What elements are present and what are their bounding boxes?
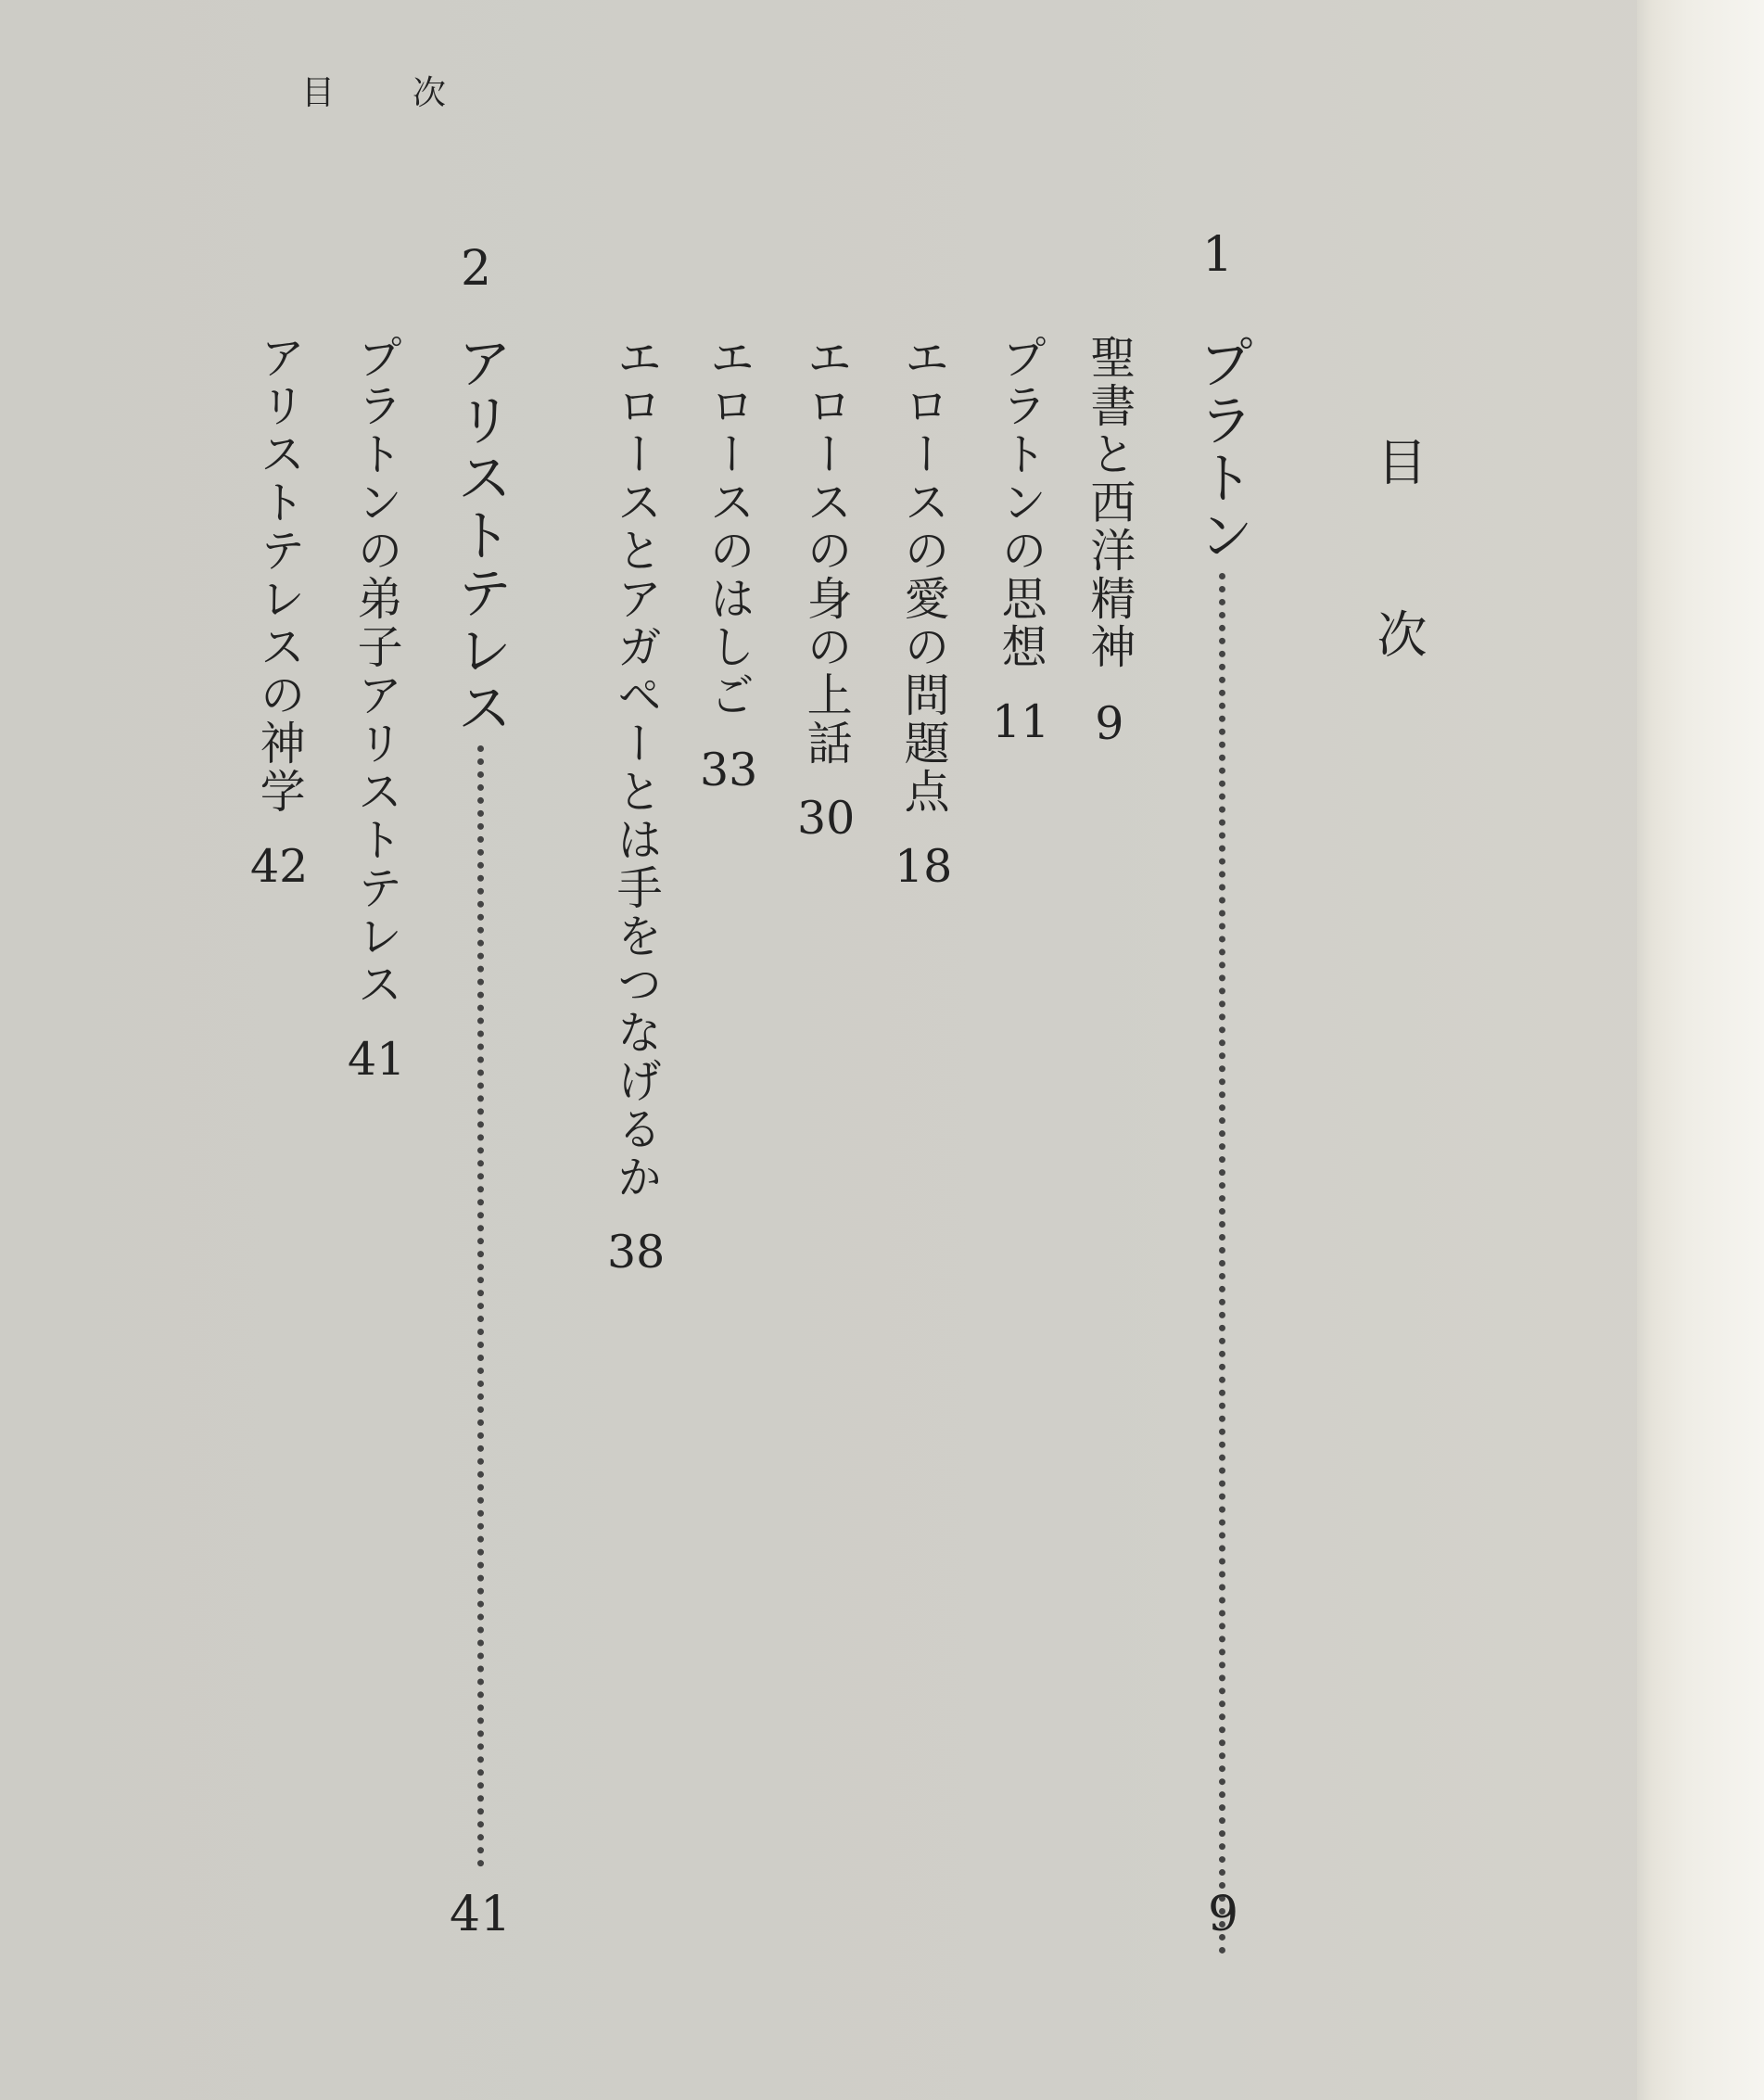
chapter-number: 1: [1202, 227, 1234, 283]
entry-page: 41: [348, 1033, 406, 1086]
entry-page: 33: [700, 744, 758, 796]
entry-title: プラトンの弟子アリストテレス: [350, 334, 404, 1009]
entry-title: エロースとアガペーとは手をつなげるか: [610, 334, 664, 1202]
entry-page: 30: [797, 792, 856, 845]
running-head: 目 次: [301, 74, 469, 112]
entry-page: 38: [607, 1226, 666, 1279]
toc-entry: [700, 334, 757, 795]
page-edge: [1637, 0, 1764, 2100]
entry-title: アリストテレスの神学: [253, 334, 307, 816]
leader-dots: [477, 745, 484, 1867]
entry-title: エロースの愛の問題点: [897, 334, 951, 816]
toc-entry: [797, 334, 855, 844]
entry-page: 11: [992, 695, 1050, 748]
entry-page: 9: [1095, 697, 1124, 750]
chapter-title-row: [1191, 334, 1252, 1954]
entry-title: エロースのはしご: [703, 334, 756, 719]
entry-page: 42: [250, 840, 309, 893]
toc-entry: [1085, 334, 1135, 749]
toc-heading: 目次: [1369, 436, 1428, 781]
chapter-number: 2: [461, 241, 492, 297]
chapter-page: 9: [1208, 1887, 1239, 1942]
chapter-title-row: [450, 334, 511, 1867]
toc-entry: [348, 334, 405, 1085]
toc-entry: [992, 334, 1049, 747]
entry-page: 18: [895, 840, 953, 893]
entry-title: エロースの身の上話: [800, 334, 854, 768]
toc-entry: [607, 334, 665, 1278]
leader-dots: [1219, 573, 1225, 1954]
toc-entry: [895, 334, 952, 892]
chapter-title: アリストテレス: [448, 334, 513, 736]
chapter-title: プラトン: [1189, 334, 1254, 564]
toc-entry: [250, 334, 308, 892]
entry-title: プラトンの思想: [995, 334, 1048, 671]
entry-title: 聖書と西洋精神: [1083, 334, 1136, 671]
chapter-page: 41: [450, 1887, 512, 1942]
